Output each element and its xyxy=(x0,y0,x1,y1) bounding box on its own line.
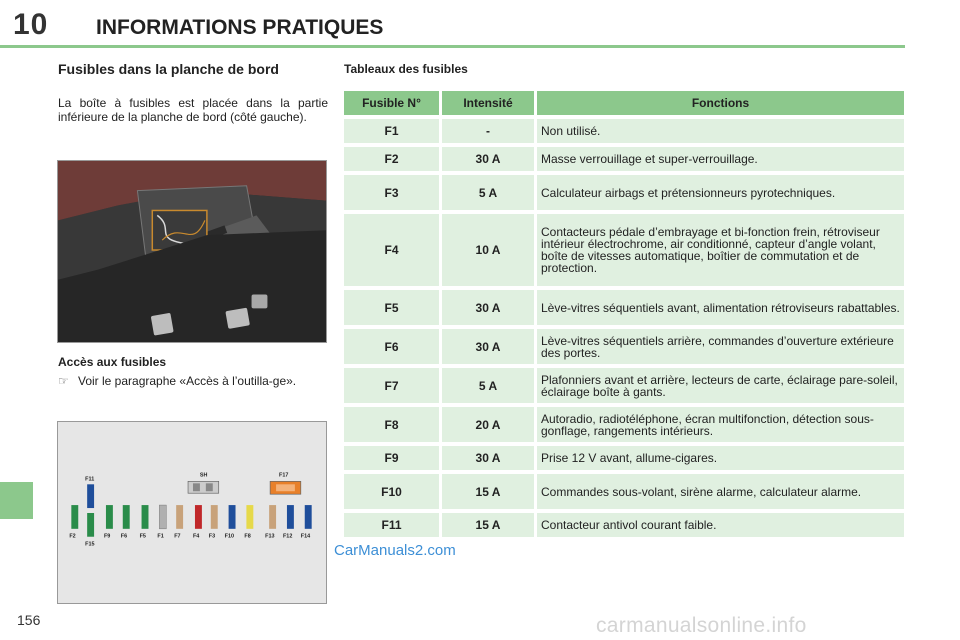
table-row xyxy=(344,175,904,210)
fuse-number: F1 xyxy=(344,119,439,143)
fuse-intensity: - xyxy=(439,119,534,143)
fuse-number: F6 xyxy=(344,329,439,364)
section-title: Fusibles dans la planche de bord xyxy=(58,61,279,77)
label-F17: F17 xyxy=(279,472,289,479)
fuse-F9 xyxy=(106,505,113,529)
header-functions: Fonctions xyxy=(534,91,904,115)
header-rule xyxy=(0,45,905,48)
fuse-F12 xyxy=(287,505,294,529)
fuse-function: Plafonniers avant et arrière, lecteurs de carte, éclairage pare-soleil, éclairage boîte à gants. xyxy=(534,368,904,403)
table-header-row xyxy=(344,91,904,115)
label-F14: F14 xyxy=(300,533,311,540)
label-F15: F15 xyxy=(85,541,95,548)
fuse-F5 xyxy=(142,505,149,529)
fuse-F4 xyxy=(195,505,202,529)
fuse-number: F10 xyxy=(344,474,439,509)
fuse-number: F11 xyxy=(344,513,439,537)
fuse-F14 xyxy=(305,505,312,529)
table-row xyxy=(344,407,904,442)
fuse-function: Calculateur airbags et prétensionneurs pyrotechniques. xyxy=(534,175,904,210)
watermark-link[interactable]: CarManuals2.com xyxy=(334,542,456,559)
fuse-number: F9 xyxy=(344,446,439,470)
label-F4: F4 xyxy=(192,533,200,540)
table-row xyxy=(344,119,904,143)
fuse-number: F2 xyxy=(344,147,439,171)
access-title: Accès aux fusibles xyxy=(58,355,167,369)
fuse-function: Commandes sous-volant, sirène alarme, calculateur alarme. xyxy=(534,474,904,509)
label-F7: F7 xyxy=(174,533,181,540)
label-SH: SH xyxy=(199,472,208,479)
fuse-intensity: 30 A xyxy=(439,446,534,470)
fuse-function: Autoradio, radiotéléphone, écran multifonction, détection sous-gonflage, rangements intérieurs. xyxy=(534,407,904,442)
table-row xyxy=(344,368,904,403)
fuse-F1 xyxy=(159,505,166,529)
fuse-F7 xyxy=(176,505,183,529)
fuse-function: Contacteurs pédale d’embrayage et bi-fonction frein, rétroviseur intérieur électrochrome, air conditionné, capteur d’angle volant, boîte de vitesses automatique, boîtier de commutation et de protection. xyxy=(534,214,904,286)
fuse-number: F3 xyxy=(344,175,439,210)
label-F5: F5 xyxy=(139,533,146,540)
label-F13: F13 xyxy=(265,533,275,540)
access-text-body: Voir le paragraphe «Accès à l’outilla-ge». xyxy=(78,374,297,388)
table-row xyxy=(344,290,904,325)
fuse-F8 xyxy=(246,505,253,529)
section-intro: La boîte à fusibles est placée dans la partie inférieure de la planche de bord (côté gauche). xyxy=(58,96,328,124)
fuse-box-diagram xyxy=(57,421,327,604)
table-row xyxy=(344,147,904,171)
table-row xyxy=(344,513,904,537)
label-F1: F1 xyxy=(157,533,164,540)
fuse-function: Masse verrouillage et super-verrouillage. xyxy=(534,147,904,171)
fuse-box-location-photo xyxy=(57,160,327,343)
fuse-function: Lève-vitres séquentiels arrière, commandes d’ouverture extérieure des portes. xyxy=(534,329,904,364)
fuse-number: F5 xyxy=(344,290,439,325)
pointing-hand-icon: ☞ xyxy=(58,374,69,388)
fuse-F15 xyxy=(87,513,94,537)
label-F3: F3 xyxy=(208,533,216,540)
fuse-F13 xyxy=(269,505,276,529)
fuse-intensity: 10 A xyxy=(439,214,534,286)
chapter-side-tab xyxy=(0,482,33,519)
table-row xyxy=(344,474,904,509)
table-row xyxy=(344,214,904,286)
fuse-intensity: 5 A xyxy=(439,175,534,210)
access-text xyxy=(58,374,328,388)
fuse-F10 xyxy=(229,505,236,529)
fuse-intensity: 30 A xyxy=(439,147,534,171)
fuse-intensity: 5 A xyxy=(439,368,534,403)
fuse-F6 xyxy=(123,505,130,529)
shunt-SH xyxy=(188,481,219,493)
watermark-footer: carmanualsonline.info xyxy=(596,614,807,637)
fuse-intensity: 15 A xyxy=(439,474,534,509)
fuse-function: Prise 12 V avant, allume-cigares. xyxy=(534,446,904,470)
chapter-title: INFORMATIONS PRATIQUES xyxy=(96,16,384,39)
table-row xyxy=(344,329,904,364)
label-F2: F2 xyxy=(69,533,76,540)
fuse-intensity: 30 A xyxy=(439,329,534,364)
page-number: 156 xyxy=(17,612,41,628)
fuse-F3 xyxy=(211,505,218,529)
fuse-F2 xyxy=(71,505,78,529)
fuse-function: Non utilisé. xyxy=(534,119,904,143)
table-title: Tableaux des fusibles xyxy=(344,62,468,76)
fuse-number: F8 xyxy=(344,407,439,442)
label-F10: F10 xyxy=(224,533,234,540)
label-F11: F11 xyxy=(85,476,95,483)
fuse-function: Lève-vitres séquentiels avant, alimentation rétroviseurs rabattables. xyxy=(534,290,904,325)
label-F8: F8 xyxy=(244,533,251,540)
table-row xyxy=(344,446,904,470)
label-F9: F9 xyxy=(103,533,111,540)
fuse-F11 xyxy=(87,484,94,508)
fuse-table xyxy=(344,87,904,541)
fuse-number: F7 xyxy=(344,368,439,403)
header-intensity: Intensité xyxy=(439,91,534,115)
fuse-number: F4 xyxy=(344,214,439,286)
fuse-intensity: 30 A xyxy=(439,290,534,325)
fuse-intensity: 15 A xyxy=(439,513,534,537)
label-F6: F6 xyxy=(120,533,128,540)
chapter-number: 10 xyxy=(13,8,49,41)
fuse-intensity: 20 A xyxy=(439,407,534,442)
label-F12: F12 xyxy=(282,533,293,540)
fuse-function: Contacteur antivol courant faible. xyxy=(534,513,904,537)
header-fuse-number: Fusible N° xyxy=(344,91,439,115)
